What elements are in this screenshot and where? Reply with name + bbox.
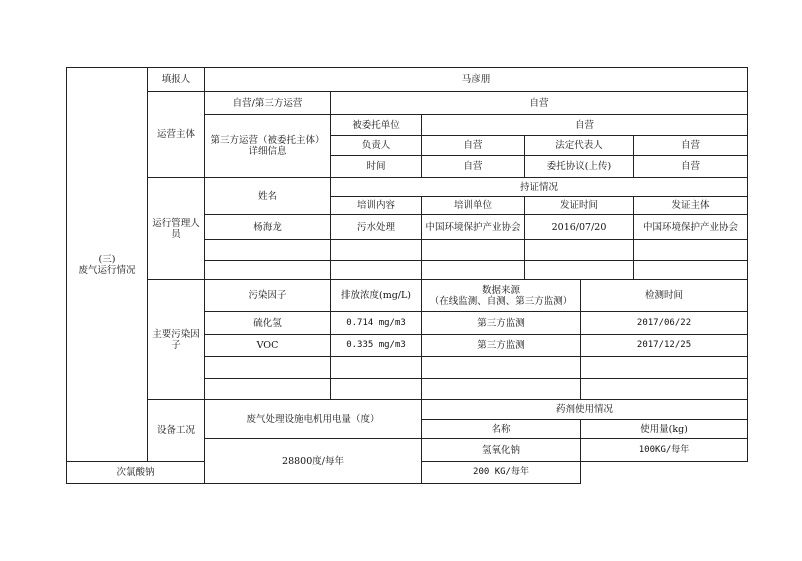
col-cert-issuer: 发证主体 xyxy=(634,197,748,215)
empty-cell xyxy=(331,357,422,379)
empty-cell xyxy=(205,357,331,379)
training-content: 污水处理 xyxy=(331,215,422,240)
section-title: 废气运行情况 xyxy=(78,264,136,276)
col-factor: 污染因子 xyxy=(205,280,331,312)
chem-name: 氢氧化钠 xyxy=(422,439,581,462)
chem-name-label: 名称 xyxy=(422,420,581,439)
pollutant-concentration: 0.714 mg/m3 xyxy=(331,312,422,335)
empty-cell xyxy=(331,379,422,400)
exhaust-operation-table xyxy=(66,67,748,484)
operation-label: 运营主体 xyxy=(148,92,205,178)
legal-rep-value: 自营 xyxy=(634,136,748,156)
agreement-label: 委托协议(上传) xyxy=(525,156,634,178)
section-title-cell xyxy=(67,68,148,462)
legal-rep-label: 法定代表人 xyxy=(525,136,634,156)
col-test-time: 检测时间 xyxy=(581,280,748,312)
staff-label: 运行管理人员 xyxy=(148,178,205,280)
empty-cell xyxy=(634,261,748,280)
cert-date: 2016/07/20 xyxy=(525,215,634,240)
pollutant-test-time: 2017/12/25 xyxy=(581,335,748,357)
operation-mode-value: 自营 xyxy=(331,92,748,115)
chem-header: 药剂使用情况 xyxy=(422,400,748,420)
empty-cell xyxy=(422,357,581,379)
entrusted-unit-label: 被委托单位 xyxy=(331,115,422,136)
empty-cell xyxy=(205,379,331,400)
reporter-label: 填报人 xyxy=(148,68,205,92)
empty-cell xyxy=(331,261,422,280)
time-label: 时间 xyxy=(331,156,422,178)
col-cert-date: 发证时间 xyxy=(525,197,634,215)
power-value: 28800度/每年 xyxy=(205,439,422,484)
empty-cell xyxy=(525,240,634,261)
chem-amount: 100KG/每年 xyxy=(581,439,748,462)
pollutant-concentration: 0.335 mg/m3 xyxy=(331,335,422,357)
data-source-title: 数据来源 xyxy=(481,284,520,296)
pollutant-test-time: 2017/06/22 xyxy=(581,312,748,335)
reporter-value: 马彦朋 xyxy=(205,68,748,92)
responsible-value: 自营 xyxy=(422,136,525,156)
col-data-source xyxy=(422,280,581,312)
equipment-label: 设备工况 xyxy=(148,400,205,462)
empty-cell xyxy=(422,240,525,261)
power-header: 废气处理设施电机用电量（度） xyxy=(205,400,422,439)
empty-cell xyxy=(422,379,581,400)
third-party-detail-label: 第三方运营（被委托主体）详细信息 xyxy=(205,115,331,178)
data-source-note: （在线监测、自测、第三方监测） xyxy=(429,295,573,307)
agreement-value: 自营 xyxy=(634,156,748,178)
section-number: (三) xyxy=(98,253,116,265)
pollutants-label: 主要污染因子 xyxy=(148,280,205,400)
pollutant-source: 第三方监测 xyxy=(422,335,581,357)
staff-name: 杨海龙 xyxy=(205,215,331,240)
empty-cell xyxy=(331,240,422,261)
col-concentration: 排放浓度(mg/L) xyxy=(331,280,422,312)
cert-issuer: 中国环境保护产业协会 xyxy=(634,215,748,240)
empty-cell xyxy=(422,261,525,280)
col-training-content: 培训内容 xyxy=(331,197,422,215)
empty-cell xyxy=(581,379,748,400)
empty-cell xyxy=(525,261,634,280)
entrusted-unit-value: 自营 xyxy=(422,115,748,136)
chem-amount-label: 使用量(kg) xyxy=(581,420,748,439)
time-value: 自营 xyxy=(422,156,525,178)
pollutant-factor: 硫化氢 xyxy=(205,312,331,335)
empty-cell xyxy=(205,261,331,280)
col-training-unit: 培训单位 xyxy=(422,197,525,215)
training-unit: 中国环境保护产业协会 xyxy=(422,215,525,240)
operation-mode-label: 自营/第三方运营 xyxy=(205,92,331,115)
cert-header: 持证情况 xyxy=(331,178,748,197)
staff-name-header: 姓名 xyxy=(205,178,331,215)
chem-name: 次氯酸钠 xyxy=(67,462,205,484)
empty-cell xyxy=(634,240,748,261)
chem-amount: 200 KG/每年 xyxy=(422,462,581,484)
responsible-label: 负责人 xyxy=(331,136,422,156)
empty-cell xyxy=(581,357,748,379)
pollutant-factor: VOC xyxy=(205,335,331,357)
empty-cell xyxy=(205,240,331,261)
pollutant-source: 第三方监测 xyxy=(422,312,581,335)
